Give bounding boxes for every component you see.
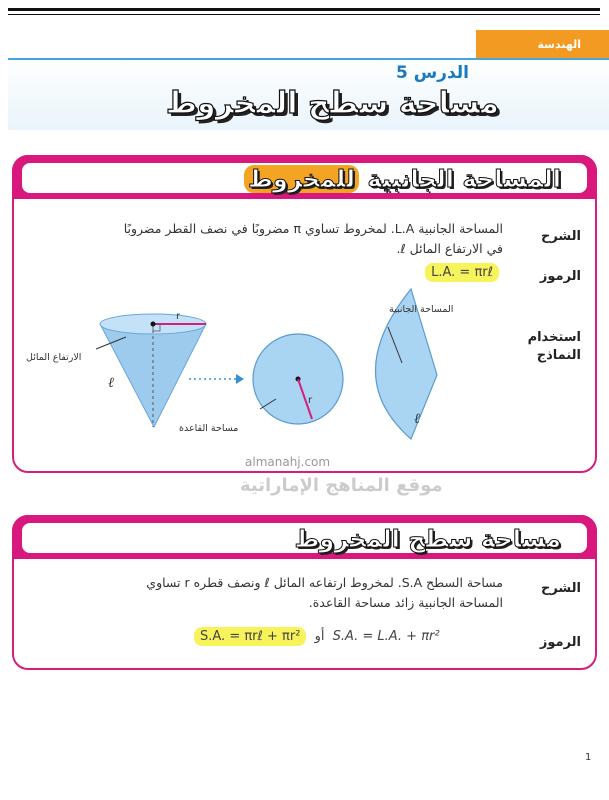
section-band [12,155,597,199]
section-title-part2: للمخروط [244,165,359,193]
symbols-label: الرموز [539,269,581,284]
explanation-text: المساحة الجانبية L.A. لمخروط تساوي π مضروبًا في نصف القطر مضروبًا في الارتفاع المائل ℓ. [123,221,503,256]
cone-slant-label: ℓ [108,375,114,391]
subject-label: الهندسة [537,38,581,51]
slant-height-caption: الارتفاع المائل [26,352,82,363]
explanation-text: مساحة السطح S.A. لمخروط ارتفاعه المائل ℓ ونصف قطره r تساوي المساحة الجانبية زائد مساحة القاعدة. [146,575,503,610]
cone-radius-label: r [176,311,181,322]
section-band [12,515,597,559]
section-title [244,165,561,193]
lateral-area-section [12,155,597,473]
header-line [8,58,609,60]
top-rule [8,8,600,11]
cone-diagram [14,287,594,457]
lateral-area-caption: المساحة الجانبية [389,304,454,315]
surface-area-section [12,515,597,670]
surface-area-formulas [194,629,440,644]
lateral-area-formula-text: L.A. = πrℓ [425,263,499,282]
surface-area-formula-highlighted: S.A. = πrℓ + πr² [194,627,306,646]
lateral-area-formula [425,265,499,280]
lesson-title: مساحة سطح المخروط [165,86,499,121]
cone-figure [96,314,206,427]
page-number: 1 [585,752,592,763]
base-area-caption: مساحة القاعدة [179,423,239,434]
surface-area-formula-plain: S.A. = L.A. + πr² [332,629,440,644]
base-radius-label: r [308,395,313,406]
explanation-label: الشرح [540,581,581,596]
or-word: أو [314,629,325,644]
watermark-site: almanahj.com [245,455,331,469]
models-label: استخدام النماذج [527,330,581,363]
explanation-label: الشرح [540,229,581,244]
top-rule-thin [8,14,600,15]
section-title: مساحة سطح المخروط [294,525,561,553]
section-title-part1: المساحة الجانبية [367,165,561,193]
watermark-text: موقع المناهج الإماراتية [240,475,443,496]
lesson-number: الدرس 5 [395,63,469,83]
symbols-label: الرموز [539,635,581,650]
sector-slant-label: ℓ [414,411,420,427]
